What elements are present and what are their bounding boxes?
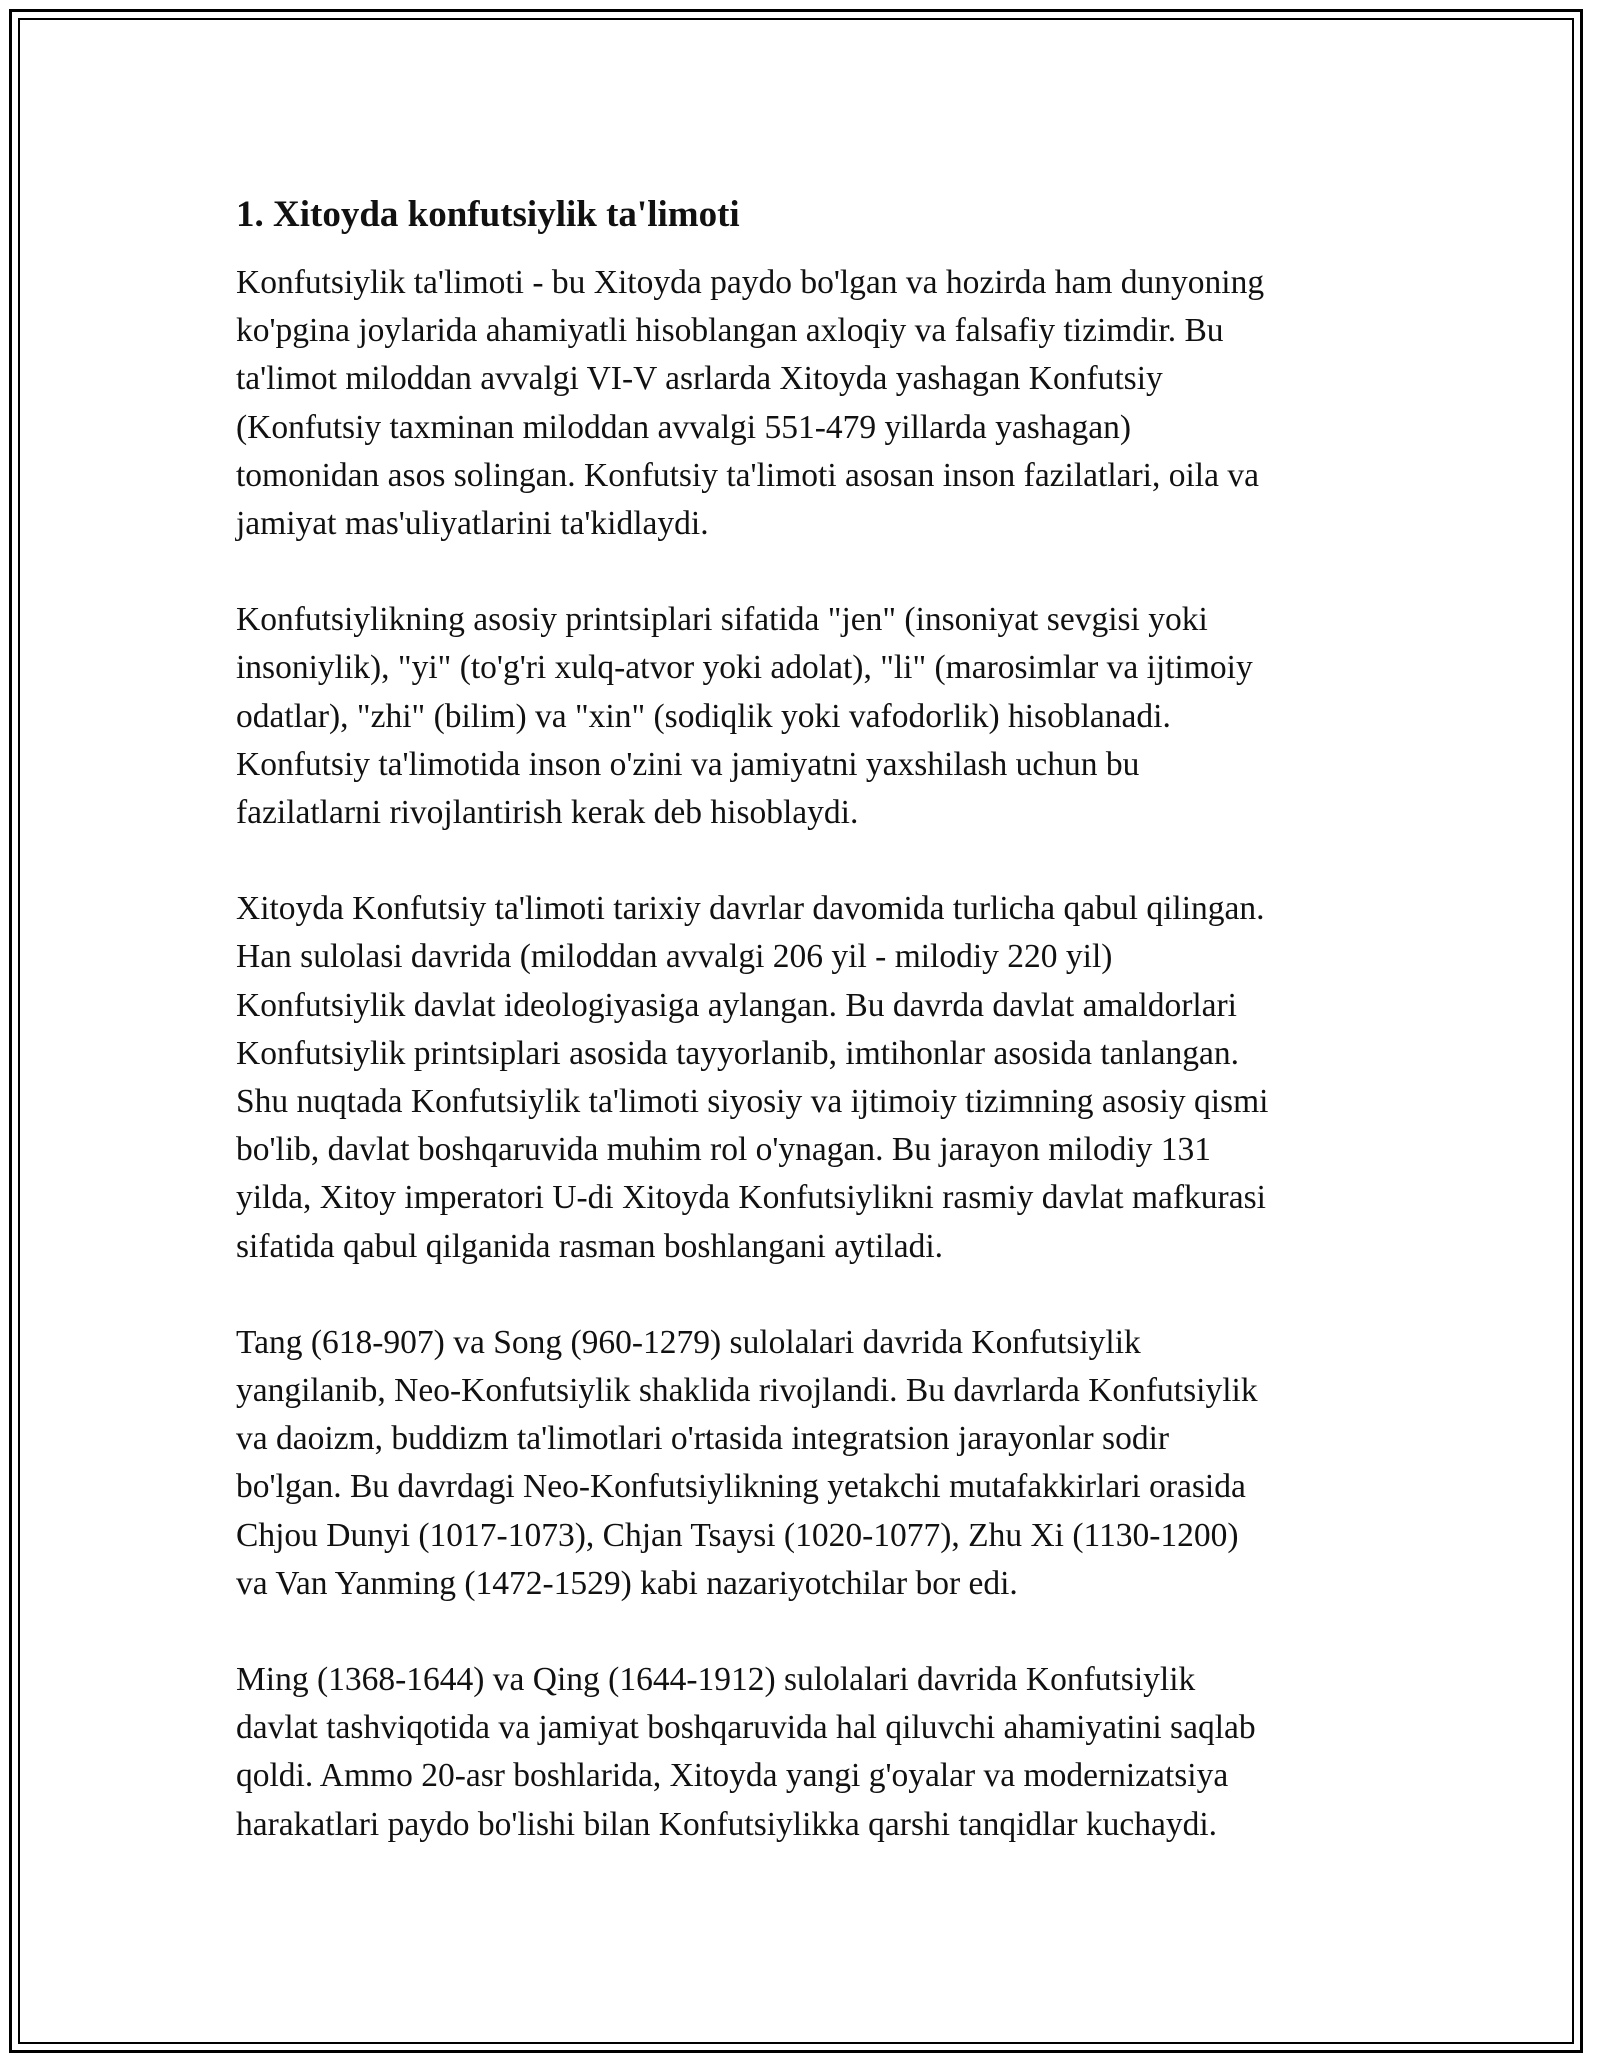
document-body bbox=[236, 185, 1366, 1897]
paragraph-line: Xitoyda Konfutsiy ta'limoti tarixiy davrlar davomida turlicha qabul qilingan. bbox=[236, 890, 1265, 928]
paragraph-line: qoldi. Ammo 20-asr boshlarida, Xitoyda yangi g'oyalar va modernizatsiya bbox=[236, 1757, 1229, 1795]
paragraph-line: insoniylik), "yi" (to'g'ri xulq-atvor yoki adolat), "li" (marosimlar va ijtimoiy bbox=[236, 649, 1253, 687]
paragraph-line: ta'limot miloddan avvalgi VI-V asrlarda Xitoyda yashagan Konfutsiy bbox=[236, 360, 1163, 398]
paragraph bbox=[236, 1319, 1366, 1608]
paragraph-line: bo'lib, davlat boshqaruvida muhim rol o'ynagan. Bu jarayon milodiy 131 bbox=[236, 1131, 1212, 1169]
paragraph-line: Tang (618-907) va Song (960-1279) sulolalari davrida Konfutsiylik bbox=[236, 1323, 1141, 1361]
paragraph-line: Konfutsiylik printsiplari asosida tayyorlanib, imtihonlar asosida tanlangan. bbox=[236, 1034, 1239, 1072]
paragraph-line: yilda, Xitoy imperatori U-di Xitoyda Konfutsiylikni rasmiy davlat mafkurasi bbox=[236, 1179, 1266, 1217]
paragraph-line: Konfutsiylik davlat ideologiyasiga aylangan. Bu davrda davlat amaldorlari bbox=[236, 986, 1237, 1024]
paragraph-line: Konfutsiylik ta'limoti - bu Xitoyda paydo bo'lgan va hozirda ham dunyoning bbox=[236, 264, 1265, 301]
paragraph-line: Konfutsiylikning asosiy printsiplari sifatida "jen" (insoniyat sevgisi yoki bbox=[236, 601, 1208, 639]
paragraph bbox=[236, 596, 1366, 837]
paragraph-line: fazilatlarni rivojlantirish kerak deb hisoblaydi. bbox=[236, 794, 859, 832]
paragraph-line: va daoizm, buddizm ta'limotlari o'rtasida integratsion jarayonlar sodir bbox=[236, 1420, 1170, 1458]
paragraph-line: bo'lgan. Bu davrdagi Neo-Konfutsiylikning yetakchi mutafakkirlari orasida bbox=[236, 1468, 1246, 1506]
paragraph-line: Chjou Dunyi (1017-1073), Chjan Tsaysi (1020-1077), Zhu Xi (1130-1200) bbox=[236, 1516, 1239, 1554]
paragraph-line: odatlar), "zhi" (bilim) va "xin" (sodiqlik yoki vafodorlik) hisoblanadi. bbox=[236, 697, 1171, 735]
paragraph bbox=[236, 259, 1366, 548]
paragraph-line: yangilanib, Neo-Konfutsiylik shaklida rivojlandi. Bu davrlarda Konfutsiylik bbox=[236, 1372, 1258, 1410]
section-heading: 1. Xitoyda konfutsiylik ta'limoti bbox=[236, 194, 740, 235]
paragraph-line: davlat tashviqotida va jamiyat boshqaruvida hal qiluvchi ahamiyatini saqlab bbox=[236, 1709, 1256, 1747]
paragraph-line: harakatlari paydo bo'lishi bilan Konfutsiylikka qarshi tanqidlar kuchaydi. bbox=[236, 1805, 1218, 1843]
paragraph-line: jamiyat mas'uliyatlarini ta'kidlaydi. bbox=[236, 505, 709, 543]
paragraph-list bbox=[236, 259, 1366, 1849]
paragraph-line: (Konfutsiy taxminan miloddan avvalgi 551-479 yillarda yashagan) bbox=[236, 408, 1131, 446]
paragraph-line: sifatida qabul qilganida rasman boshlangani aytiladi. bbox=[236, 1227, 944, 1265]
paragraph bbox=[236, 1656, 1366, 1849]
paragraph-line: Shu nuqtada Konfutsiylik ta'limoti siyosiy va ijtimoiy tizimning asosiy qismi bbox=[236, 1083, 1269, 1121]
paragraph-line: va Van Yanming (1472-1529) kabi nazariyotchilar bor edi. bbox=[236, 1564, 1018, 1602]
paragraph-line: Konfutsiy ta'limotida inson o'zini va jamiyatni yaxshilash uchun bu bbox=[236, 745, 1140, 783]
paragraph-line: ko'pgina joylarida ahamiyatli hisoblangan axloqiy va falsafiy tizimdir. Bu bbox=[236, 312, 1224, 350]
paragraph bbox=[236, 885, 1366, 1271]
paragraph-line: Han sulolasi davrida (miloddan avvalgi 206 yil - milodiy 220 yil) bbox=[236, 938, 1113, 976]
paragraph-line: tomonidan asos solingan. Konfutsiy ta'limoti asosan inson fazilatlari, oila va bbox=[236, 456, 1259, 494]
paragraph-line: Ming (1368-1644) va Qing (1644-1912) sulolalari davrida Konfutsiylik bbox=[236, 1661, 1196, 1699]
